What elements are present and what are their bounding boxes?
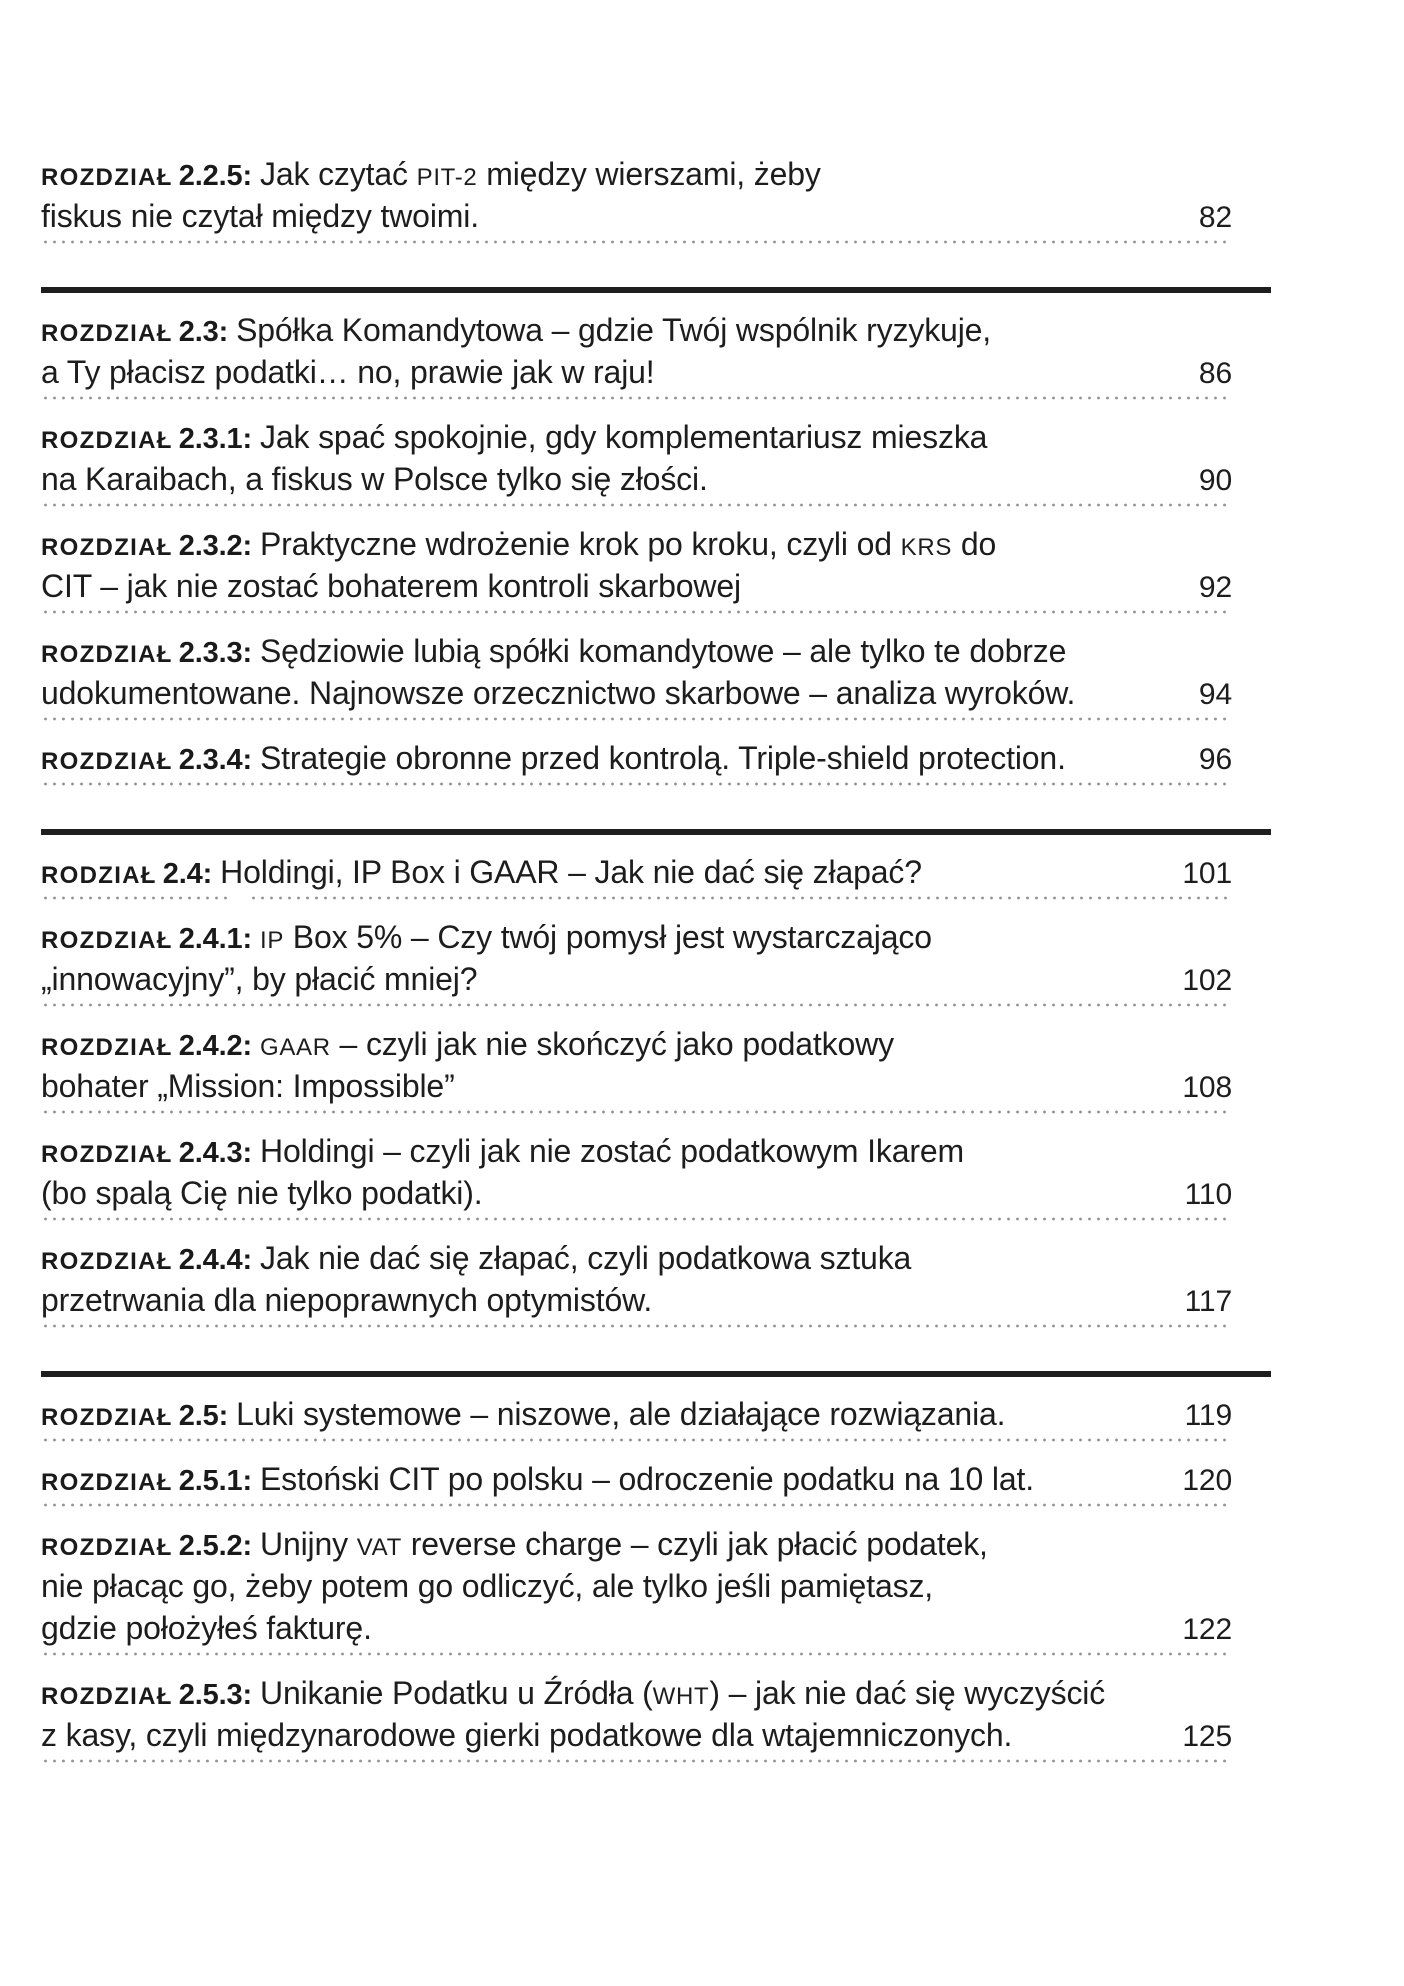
page-number[interactable]: 92 bbox=[1198, 571, 1232, 604]
chapter-label bbox=[41, 854, 212, 890]
toc-entry[interactable] bbox=[41, 416, 1232, 507]
title-text: Luki systemowe – niszowe, ale działające rozwiązania. bbox=[236, 1396, 1006, 1432]
toc-entry-title[interactable] bbox=[41, 1279, 1173, 1321]
toc-entry-title[interactable] bbox=[41, 737, 1187, 783]
toc-entry-title[interactable] bbox=[41, 672, 1187, 714]
chapter-label bbox=[41, 1240, 252, 1276]
title-text: CIT – jak nie zostać bohaterem kontroli skarbowej bbox=[41, 568, 741, 604]
title-text: Jak nie dać się złapać, czyli podatkowa sztuka bbox=[259, 1240, 912, 1276]
title-text: Box 5% – Czy twój pomysł jest wystarczająco bbox=[284, 919, 932, 955]
toc-entry-line bbox=[41, 1130, 1232, 1172]
dotted-leader bbox=[41, 610, 1227, 614]
chapter-label bbox=[41, 1461, 252, 1497]
title-text: przetrwania dla niepoprawnych optymistów. bbox=[41, 1282, 653, 1318]
acronym-small-caps: IP bbox=[259, 927, 285, 954]
toc-section bbox=[41, 829, 1232, 1328]
toc-entry-line bbox=[41, 737, 1232, 779]
chapter-number: 2.4.3: bbox=[178, 1137, 252, 1169]
chapter-label bbox=[41, 1133, 252, 1169]
chapter-keyword: ROZDZIAŁ bbox=[41, 748, 173, 775]
chapter-label bbox=[41, 740, 252, 776]
toc-entry-title[interactable] bbox=[41, 1607, 1170, 1649]
title-text: Estoński CIT po polsku – odroczenie podatku na 10 lat. bbox=[259, 1461, 1034, 1497]
chapter-keyword: ROZDZIAŁ bbox=[41, 1248, 173, 1275]
chapter-keyword: ROZDZIAŁ bbox=[41, 1469, 173, 1496]
toc-entry-line bbox=[41, 416, 1232, 458]
dotted-leader bbox=[41, 1759, 1227, 1763]
title-text: bohater „Mission: Impossible” bbox=[41, 1068, 455, 1104]
toc-entry-title[interactable] bbox=[41, 958, 1170, 1000]
chapter-keyword: ROZDZIAŁ bbox=[41, 927, 173, 954]
chapter-keyword: ROZDZIAŁ bbox=[41, 1404, 173, 1431]
dotted-leader bbox=[41, 896, 1227, 900]
chapter-number: 2.3: bbox=[178, 316, 229, 348]
chapter-label bbox=[41, 919, 252, 955]
chapter-keyword: ROZDZIAŁ bbox=[41, 1141, 173, 1168]
toc-entry-line bbox=[41, 1714, 1232, 1756]
page-number[interactable]: 125 bbox=[1182, 1720, 1232, 1753]
dotted-leader bbox=[41, 396, 1227, 400]
dotted-leader bbox=[41, 1652, 1227, 1656]
chapter-number: 2.5.3: bbox=[178, 1679, 252, 1711]
title-text: Praktyczne wdrożenie krok po kroku, czyli od bbox=[259, 526, 901, 562]
toc-entry-title[interactable] bbox=[41, 458, 1187, 500]
toc-entry-line bbox=[41, 1279, 1232, 1321]
page-number[interactable]: 102 bbox=[1182, 964, 1232, 997]
chapter-label bbox=[41, 419, 252, 455]
toc-entry-title[interactable] bbox=[41, 1565, 1232, 1607]
chapter-label bbox=[41, 312, 228, 348]
page-number[interactable]: 94 bbox=[1198, 678, 1232, 711]
toc-entry-title[interactable] bbox=[41, 523, 1232, 569]
dotted-leader bbox=[41, 240, 1227, 244]
toc-entry[interactable] bbox=[41, 1523, 1232, 1656]
toc-entry-line bbox=[41, 523, 1232, 565]
toc-entry[interactable] bbox=[41, 309, 1232, 400]
chapter-label bbox=[41, 156, 252, 192]
title-text: Sędziowie lubią spółki komandytowe – ale tylko te dobrze bbox=[259, 633, 1067, 669]
dotted-leader bbox=[41, 1324, 1227, 1328]
page-number[interactable]: 108 bbox=[1182, 1071, 1232, 1104]
toc-entry-title[interactable] bbox=[41, 1672, 1232, 1718]
chapter-number: 2.5.1: bbox=[178, 1465, 252, 1497]
chapter-label bbox=[41, 526, 252, 562]
toc-entry-title[interactable] bbox=[41, 1172, 1173, 1214]
toc-entry[interactable] bbox=[41, 1130, 1232, 1221]
toc-entry-line bbox=[41, 1023, 1232, 1065]
toc-entry[interactable] bbox=[41, 851, 1232, 900]
toc-entry-title[interactable] bbox=[41, 351, 1187, 393]
toc-entry-line bbox=[41, 309, 1232, 351]
acronym-small-caps: GAAR bbox=[259, 1034, 331, 1061]
toc-entry-line bbox=[41, 1607, 1232, 1649]
table-of-contents bbox=[41, 153, 1232, 1763]
chapter-number: 2.3.3: bbox=[178, 637, 252, 669]
chapter-keyword: ROZDZIAŁ bbox=[41, 320, 173, 347]
toc-entry-line bbox=[41, 195, 1232, 237]
page-number[interactable]: 90 bbox=[1198, 464, 1232, 497]
chapter-number: 2.4.1: bbox=[178, 923, 252, 955]
dotted-leader-segment bbox=[41, 896, 233, 900]
title-text: gdzie położyłeś fakturę. bbox=[41, 1610, 372, 1646]
toc-entry-title[interactable] bbox=[41, 630, 1232, 676]
toc-entry-title[interactable] bbox=[41, 153, 1232, 199]
toc-entry-line bbox=[41, 1172, 1232, 1214]
dotted-leader bbox=[41, 503, 1227, 507]
chapter-keyword: RODZIAŁ bbox=[41, 862, 157, 889]
title-text: Jak czytać bbox=[259, 156, 417, 192]
toc-entry[interactable] bbox=[41, 1023, 1232, 1114]
toc-entry-title[interactable] bbox=[41, 1393, 1173, 1439]
chapter-number: 2.2.5: bbox=[178, 160, 252, 192]
dotted-leader bbox=[41, 1217, 1227, 1221]
title-text: (bo spalą Cię nie tylko podatki). bbox=[41, 1175, 483, 1211]
toc-entry[interactable] bbox=[41, 1393, 1232, 1442]
title-text: ) – jak nie dać się wyczyścić bbox=[709, 1675, 1106, 1711]
toc-section bbox=[41, 287, 1232, 786]
toc-entry-line bbox=[41, 630, 1232, 672]
toc-entry-title[interactable] bbox=[41, 416, 1232, 462]
title-text: a Ty płacisz podatki… no, prawie jak w raju! bbox=[41, 354, 655, 390]
title-text: z kasy, czyli międzynarodowe gierki podatkowe dla wtajemniczonych. bbox=[41, 1717, 1013, 1753]
acronym-small-caps: PIT-2 bbox=[416, 164, 478, 191]
section-divider-rule bbox=[41, 287, 1271, 293]
title-text: udokumentowane. Najnowsze orzecznictwo skarbowe – analiza wyroków. bbox=[41, 675, 1076, 711]
toc-entry[interactable] bbox=[41, 1458, 1232, 1507]
toc-entry-line bbox=[41, 851, 1232, 893]
page-number[interactable]: 110 bbox=[1184, 1178, 1232, 1211]
chapter-number: 2.3.2: bbox=[178, 530, 252, 562]
chapter-keyword: ROZDZIAŁ bbox=[41, 164, 173, 191]
title-text: Unijny bbox=[259, 1526, 357, 1562]
title-text: do bbox=[952, 526, 997, 562]
toc-entry-line bbox=[41, 1523, 1232, 1565]
chapter-number: 2.4: bbox=[162, 858, 213, 890]
title-text: fiskus nie czytał między twoimi. bbox=[41, 198, 479, 234]
toc-entry-line bbox=[41, 351, 1232, 393]
section-divider-rule bbox=[41, 829, 1271, 835]
toc-entry-title[interactable] bbox=[41, 1523, 1232, 1569]
chapter-label bbox=[41, 633, 252, 669]
toc-entry[interactable] bbox=[41, 153, 1232, 244]
dotted-leader bbox=[41, 1003, 1227, 1007]
title-text: między wierszami, żeby bbox=[477, 156, 821, 192]
chapter-label bbox=[41, 1026, 252, 1062]
toc-entry[interactable] bbox=[41, 523, 1232, 614]
title-text: reverse charge – czyli jak płacić podatek, bbox=[401, 1526, 988, 1562]
title-text: Holdingi – czyli jak nie zostać podatkowym Ikarem bbox=[259, 1133, 965, 1169]
dotted-leader-segment bbox=[249, 896, 1227, 900]
toc-entry-line bbox=[41, 565, 1232, 607]
acronym-small-caps: VAT bbox=[356, 1534, 402, 1561]
chapter-label bbox=[41, 1526, 252, 1562]
page-number[interactable]: 117 bbox=[1184, 1285, 1232, 1318]
toc-entry-title[interactable] bbox=[41, 916, 1232, 962]
chapter-label bbox=[41, 1675, 252, 1711]
acronym-small-caps: WHT bbox=[652, 1683, 710, 1710]
toc-entry-line bbox=[41, 916, 1232, 958]
toc-entry-title[interactable] bbox=[41, 1023, 1232, 1069]
title-text: Holdingi, IP Box i GAAR – Jak nie dać się złapać? bbox=[220, 854, 922, 890]
title-text: Jak spać spokojnie, gdy komplementariusz mieszka bbox=[259, 419, 988, 455]
toc-section bbox=[41, 153, 1232, 244]
acronym-small-caps: KRS bbox=[900, 534, 953, 561]
title-text: Unikanie Podatku u Źródła ( bbox=[259, 1675, 653, 1711]
title-text: – czyli jak nie skończyć jako podatkowy bbox=[330, 1026, 894, 1062]
chapter-number: 2.5: bbox=[178, 1400, 229, 1432]
toc-entry-title[interactable] bbox=[41, 1237, 1232, 1283]
page-number[interactable]: 82 bbox=[1198, 201, 1232, 234]
toc-entry-title[interactable] bbox=[41, 309, 1232, 355]
page-number[interactable]: 122 bbox=[1182, 1613, 1232, 1646]
chapter-keyword: ROZDZIAŁ bbox=[41, 1034, 173, 1061]
toc-entry-title[interactable] bbox=[41, 1065, 1170, 1107]
page-number[interactable]: 120 bbox=[1182, 1464, 1232, 1497]
chapter-number: 2.4.2: bbox=[178, 1030, 252, 1062]
title-text: Spółka Komandytowa – gdzie Twój wspólnik ryzykuje, bbox=[236, 312, 992, 348]
toc-entry[interactable] bbox=[41, 916, 1232, 1007]
title-text: nie płacąc go, żeby potem go odliczyć, ale tylko jeśli pamiętasz, bbox=[41, 1568, 934, 1604]
chapter-keyword: ROZDZIAŁ bbox=[41, 534, 173, 561]
page-number[interactable]: 86 bbox=[1198, 357, 1232, 390]
toc-entry[interactable] bbox=[41, 1672, 1232, 1763]
dotted-leader bbox=[41, 1110, 1227, 1114]
toc-entry-line bbox=[41, 1565, 1232, 1607]
title-text: „innowacyjny”, by płacić mniej? bbox=[41, 961, 478, 997]
toc-entry-line bbox=[41, 1237, 1232, 1279]
toc-entry[interactable] bbox=[41, 737, 1232, 786]
toc-entry[interactable] bbox=[41, 630, 1232, 721]
toc-section bbox=[41, 1371, 1232, 1763]
toc-entry-line bbox=[41, 958, 1232, 1000]
page-number[interactable]: 96 bbox=[1198, 743, 1232, 776]
title-text: na Karaibach, a fiskus w Polsce tylko się złości. bbox=[41, 461, 708, 497]
chapter-keyword: ROZDZIAŁ bbox=[41, 1534, 173, 1561]
toc-entry-title[interactable] bbox=[41, 851, 1170, 897]
section-divider-rule bbox=[41, 1371, 1271, 1377]
toc-entry-line bbox=[41, 153, 1232, 195]
chapter-keyword: ROZDZIAŁ bbox=[41, 1683, 173, 1710]
title-text: Strategie obronne przed kontrolą. Triple-shield protection. bbox=[259, 740, 1066, 776]
chapter-number: 2.5.2: bbox=[178, 1530, 252, 1562]
toc-entry-line bbox=[41, 672, 1232, 714]
toc-entry[interactable] bbox=[41, 1237, 1232, 1328]
toc-entry-line bbox=[41, 1672, 1232, 1714]
toc-entry-line bbox=[41, 1458, 1232, 1500]
toc-entry-title[interactable] bbox=[41, 1130, 1232, 1176]
toc-entry-title[interactable] bbox=[41, 195, 1187, 237]
chapter-number: 2.3.4: bbox=[178, 744, 252, 776]
toc-entry-line bbox=[41, 1065, 1232, 1107]
chapter-number: 2.3.1: bbox=[178, 423, 252, 455]
toc-entry-title[interactable] bbox=[41, 565, 1187, 607]
chapter-keyword: ROZDZIAŁ bbox=[41, 427, 173, 454]
toc-entry-line bbox=[41, 458, 1232, 500]
toc-entry-title[interactable] bbox=[41, 1714, 1170, 1756]
chapter-number: 2.4.4: bbox=[178, 1244, 252, 1276]
page-number[interactable]: 101 bbox=[1182, 857, 1232, 890]
dotted-leader bbox=[41, 717, 1227, 721]
toc-entry-title[interactable] bbox=[41, 1458, 1170, 1504]
chapter-label bbox=[41, 1396, 228, 1432]
chapter-keyword: ROZDZIAŁ bbox=[41, 641, 173, 668]
page-number[interactable]: 119 bbox=[1184, 1399, 1232, 1432]
toc-entry-line bbox=[41, 1393, 1232, 1435]
